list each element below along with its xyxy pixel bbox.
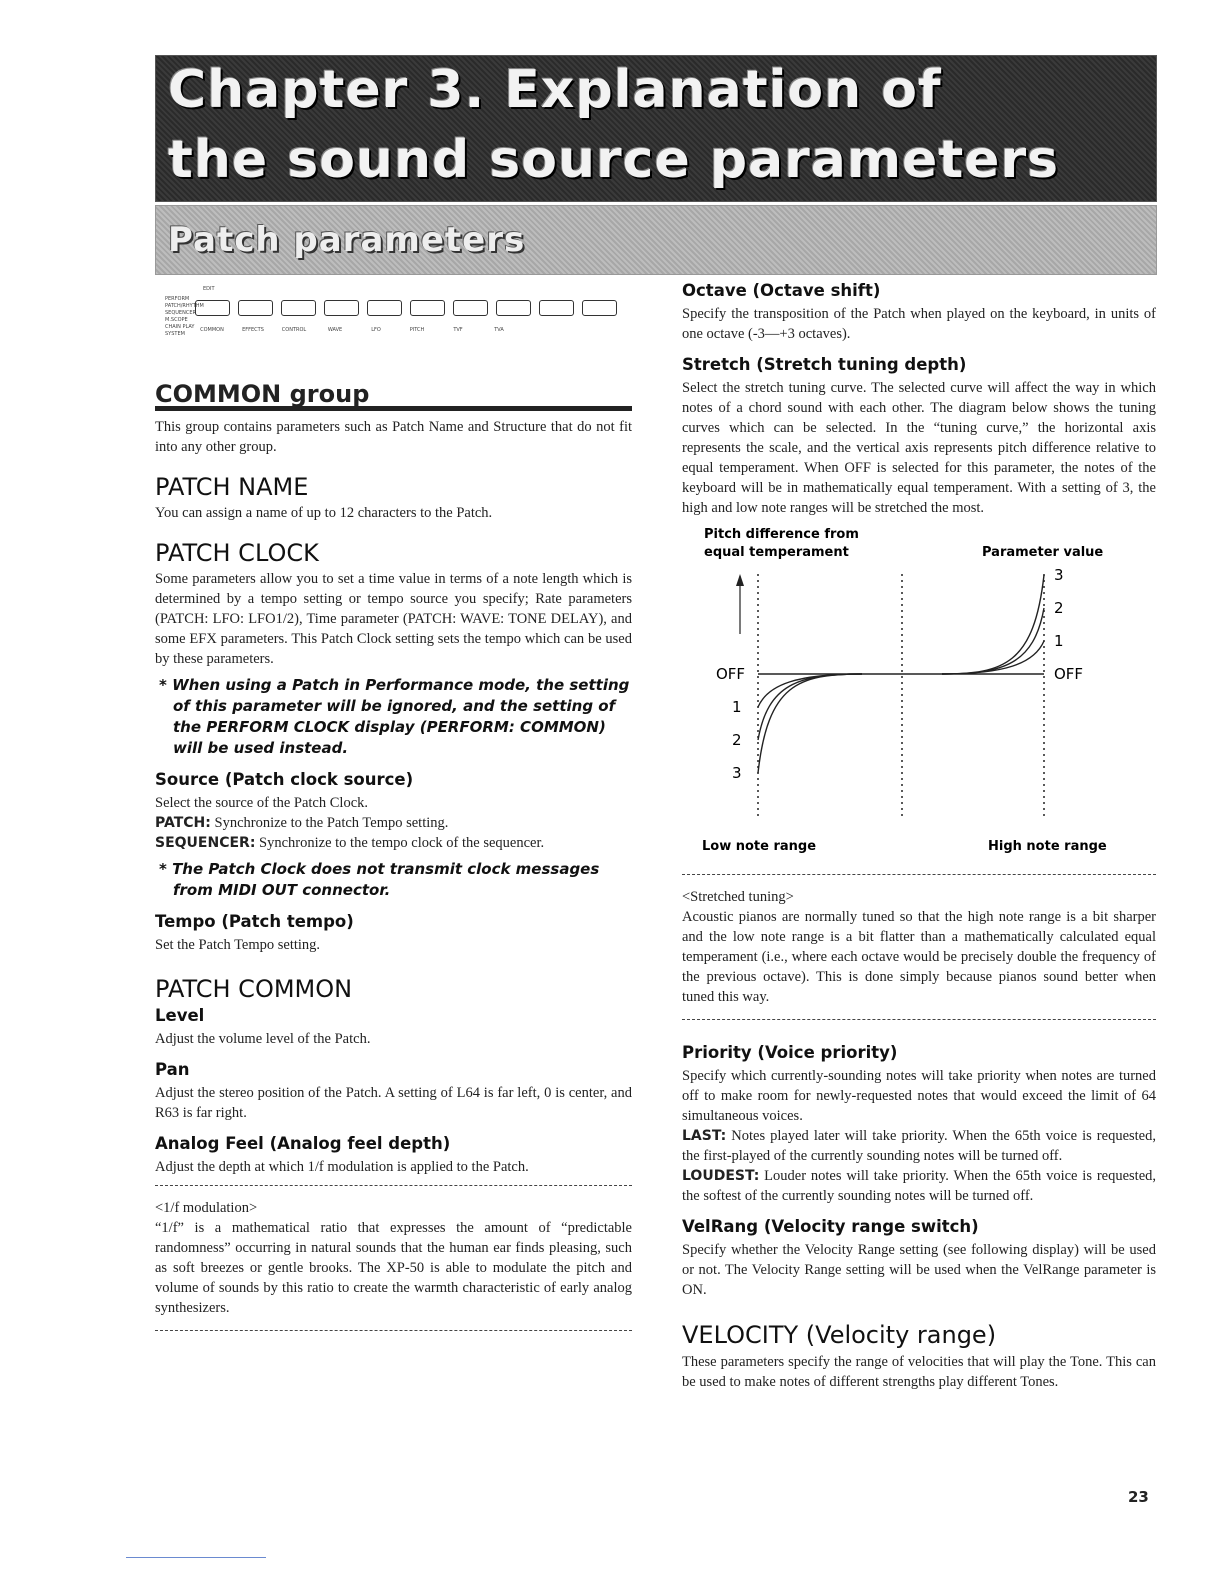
button-label: PITCH	[409, 327, 425, 333]
mode-item: SYSTEM	[165, 331, 185, 337]
button-label: TVA	[494, 327, 504, 333]
option-text: Synchronize to the Patch Tempo setting.	[210, 815, 449, 831]
chart-left-label: 1	[732, 698, 742, 716]
group-title: COMMON group	[155, 384, 632, 411]
panel-button	[367, 300, 402, 316]
tempo-heading: Tempo (Patch tempo)	[155, 912, 354, 931]
patch-clock-text: Some parameters allow you to set a time value in terms of a note length which is determined by a tempo setting or tempo source you specify; Rate parameters (PATCH: LFO: LFO1/2), Time parameter (PATCH: WAVE: TONE DELAY), and some EFX parameters. This Patch Clock setting sets the tempo which can be used by these parameters.	[155, 571, 632, 667]
panel-button	[410, 300, 445, 316]
source-text: Select the source of the Patch Clock.	[155, 795, 369, 811]
button-label: LFO	[371, 327, 381, 333]
option-key: SEQUENCER:	[155, 835, 256, 851]
tempo-text: Set the Patch Tempo setting.	[155, 937, 321, 953]
panel-button	[238, 300, 273, 316]
chart-xlabel-low: Low note range	[702, 839, 817, 854]
octave-text: Specify the transposition of the Patch when played on the keyboard, in units of one octave (-3—+3 octaves).	[682, 306, 1156, 342]
box-title: <Stretched tuning>	[682, 889, 794, 905]
chart-left-label: OFF	[716, 665, 746, 683]
box-text: Acoustic pianos are normally tuned so that the high note range is a bit sharper and the low note range is a bit flatter than a mathematically calculated equal temperament (i.e., where each octave would be precisely double the frequency of the previous octave). This is done simply because pianos sound better when tuned this way.	[682, 909, 1156, 1005]
patch-common-heading: PATCH COMMON	[155, 975, 353, 1003]
velocity-heading: VELOCITY (Velocity range)	[682, 1321, 997, 1349]
option-text: Synchronize to the tempo clock of the sequencer.	[255, 835, 545, 851]
chart-xlabel-high: High note range	[988, 839, 1107, 854]
patch-clock-note: * When using a Patch in Performance mode, the setting of this parameter will be ignored, and the setting of the PERFORM CLOCK display (PERFORM: COMMON) will be used instead.	[159, 676, 630, 757]
patch-clock-heading: PATCH CLOCK	[155, 539, 319, 567]
button-label: CONTROL	[281, 327, 307, 333]
chart-y-arrow	[736, 574, 744, 586]
chart-left-label: 3	[732, 764, 742, 782]
chapter-title-line1: Chapter 3. Explanation of	[168, 60, 942, 120]
mode-item: M.SCOPE	[165, 317, 188, 323]
panel-button	[324, 300, 359, 316]
group-description: This group contains parameters such as Patch Name and Structure that do not fit into any other group.	[155, 419, 632, 455]
patch-name-text: You can assign a name of up to 12 characters to the Patch.	[155, 505, 493, 521]
mode-item: SEQUENCER	[165, 310, 196, 316]
panel-button	[496, 300, 531, 316]
button-label: EFFECTS	[242, 327, 264, 333]
panel-button	[453, 300, 488, 316]
button-label: COMMON	[200, 327, 224, 333]
velrang-text: Specify whether the Velocity Range setting (see following display) will be used or not. The Velocity Range setting will be used when the VelRange parameter is ON.	[682, 1242, 1156, 1298]
panel-button	[195, 300, 230, 316]
section-banner	[155, 205, 1157, 275]
option-key: LOUDEST:	[682, 1168, 760, 1184]
source-note: * The Patch Clock does not transmit clock messages from MIDI OUT connector.	[159, 860, 600, 899]
button-label: TVF	[453, 327, 463, 333]
mode-item: CHAIN PLAY	[165, 324, 195, 330]
panel-button	[281, 300, 316, 316]
option-text: Notes played later will take priority. When the 65th voice is requested, the first-played of the currently sounding notes will be turned off.	[682, 1128, 1156, 1164]
panel-button	[582, 300, 617, 316]
analog-heading: Analog Feel (Analog feel depth)	[155, 1134, 451, 1153]
mode-item: PATCH/RHYTHM	[165, 303, 204, 309]
chart-ylabel-line2: equal temperament	[704, 545, 849, 560]
priority-text: Specify which currently-sounding notes will take priority when notes are turned off to make room for newly-requested notes that would exceed the limit of 64 simultaneous voices.	[682, 1068, 1156, 1124]
patch-name-heading: PATCH NAME	[155, 473, 309, 501]
chart-right-label: 2	[1054, 599, 1064, 617]
chart-right-label: 3	[1054, 566, 1064, 584]
box-text: “1/f” is a mathematical ratio that expresses the amount of “predictable randomness” occurring in natural sounds that the human ear finds pleasing, such as soft breezes or gentle brooks. The XP-50 is able to modulate the pitch and volume of sounds by this ratio to create the warmth characteristic of early analog synthesizers.	[155, 1220, 632, 1316]
priority-option-loudest	[682, 1166, 1156, 1206]
chart-right-label: OFF	[1054, 665, 1084, 683]
one-f-box	[155, 1185, 632, 1331]
button-label: WAVE	[327, 327, 343, 333]
priority-heading: Priority (Voice priority)	[682, 1043, 898, 1062]
chart-ylabel-line1: Pitch difference from	[704, 527, 859, 542]
chart-series-curve-2-low	[758, 674, 862, 740]
stretch-heading: Stretch (Stretch tuning depth)	[682, 355, 967, 374]
panel-button	[539, 300, 574, 316]
box-title: <1/f modulation>	[155, 1200, 258, 1216]
mode-diagram	[155, 280, 632, 350]
velocity-text: These parameters specify the range of velocities that will play the Tone. This can be used to make notes of different strengths play different Tones.	[682, 1354, 1156, 1390]
footer-rule	[126, 1557, 266, 1558]
stretched-tuning-box	[682, 874, 1156, 1020]
analog-text: Adjust the depth at which 1/f modulation is applied to the Patch.	[155, 1159, 529, 1175]
source-option-patch	[155, 813, 632, 833]
chapter-banner	[155, 55, 1157, 202]
priority-option-last	[682, 1126, 1156, 1166]
page-number: 23	[1128, 1488, 1149, 1506]
option-text: Louder notes will take priority. When the 65th voice is requested, the softest of the currently sounding notes will be turned off.	[682, 1168, 1156, 1204]
stretch-text: Select the stretch tuning curve. The selected curve will affect the way in which notes of a chord sound with each other. The diagram below shows the tuning curves which can be selected. In the “tuning curve,” the horizontal axis represents the scale, and the vertical axis represents pitch difference relative to equal temperament. When OFF is selected for this parameter, the notes of the keyboard will be in mathematically equal temperament. With a setting of 3, the high and low note ranges will be stretched the most.	[682, 380, 1156, 516]
velrang-heading: VelRang (Velocity range switch)	[682, 1217, 979, 1236]
source-heading: Source (Patch clock source)	[155, 770, 414, 789]
button-labels	[195, 320, 516, 340]
right-column	[682, 280, 1156, 1392]
chart-left-label: 2	[732, 731, 742, 749]
chart-legend-title: Parameter value	[982, 545, 1104, 560]
octave-heading: Octave (Octave shift)	[682, 281, 881, 300]
chart-series-curve-2-high	[942, 608, 1044, 674]
stretch-chart-svg	[682, 524, 1156, 864]
edit-label: EDIT	[203, 286, 215, 292]
chart-right-label: 1	[1054, 632, 1064, 650]
left-column	[155, 280, 632, 1331]
pan-heading: Pan	[155, 1060, 190, 1079]
chapter-title-line2: the sound source parameters	[168, 130, 1060, 190]
pan-text: Adjust the stereo position of the Patch. A setting of L64 is far left, 0 is center, and R63 is far right.	[155, 1085, 632, 1121]
mode-item: PERFORM	[165, 296, 190, 302]
option-key: PATCH:	[155, 815, 211, 831]
section-title: Patch parameters	[168, 220, 526, 260]
option-key: LAST:	[682, 1128, 727, 1144]
stretch-chart	[682, 524, 1156, 864]
level-heading: Level	[155, 1006, 205, 1025]
source-option-sequencer	[155, 833, 632, 853]
level-text: Adjust the volume level of the Patch.	[155, 1031, 371, 1047]
button-row	[195, 300, 617, 316]
